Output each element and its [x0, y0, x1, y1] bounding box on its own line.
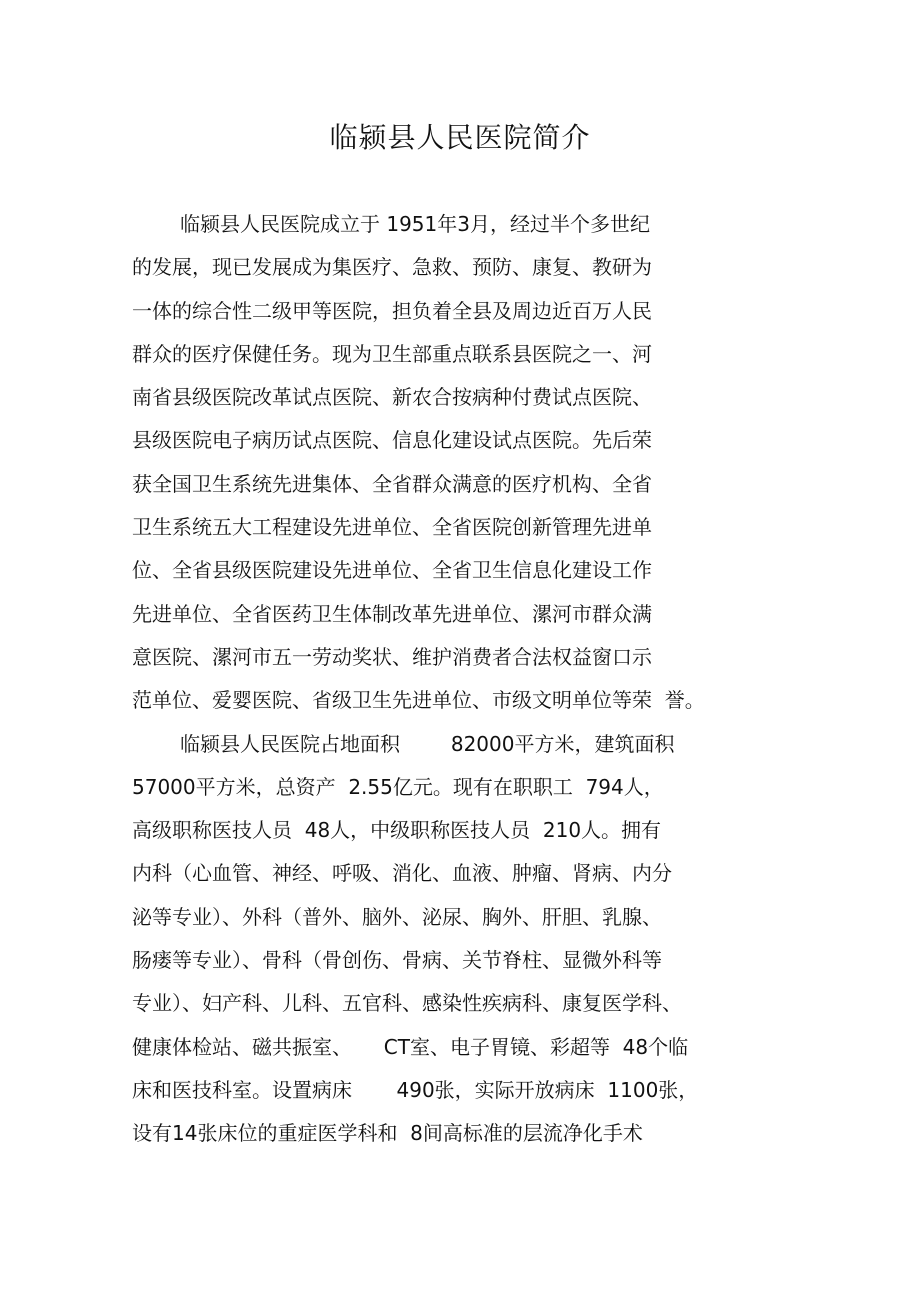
paragraph-line: 健康体检站、磁共振室、 CT室、电子胃镜、彩超等 48个临 — [132, 1034, 689, 1059]
paragraph-line: 床和医技科室。设置病床 490张，实际开放病床 1100张， — [132, 1077, 699, 1102]
paragraph-line: 范单位、爱婴医院、省级卫生先进单位、市级文明单位等荣 誉。 — [132, 688, 705, 713]
paragraph-line: 临颍县人民医院成立于 1951年3月，经过半个多世纪 — [180, 212, 650, 236]
paragraph-line: 泌等专业）、外科（普外、脑外、泌尿、胸外、肝胆、乳腺、 — [132, 904, 662, 929]
paragraph-line: 先进单位、全省医药卫生体制改革先进单位、漯河市群众满 — [132, 601, 652, 626]
paragraph-line: 57000平方米，总资产 2.55亿元。现有在职职工 794人， — [132, 774, 664, 799]
paragraph-line: 临颍县人民医院占地面积 82000平方米，建筑面积 — [180, 731, 675, 756]
paragraph-line: 群众的医疗保健任务。现为卫生部重点联系县医院之一、河 — [132, 341, 652, 366]
paragraph-line: 南省县级医院改革试点医院、新农合按病种付费试点医院、 — [132, 385, 652, 410]
paragraph-line: 一体的综合性二级甲等医院，担负着全县及周边近百万人民 — [132, 298, 652, 323]
paragraph-line: 专业）、妇产科、儿科、五官科、感染性疾病科、康复医学科、 — [132, 991, 682, 1016]
paragraph-line: 县级医院电子病历试点医院、信息化建设试点医院。先后荣 — [132, 428, 652, 453]
document-title: 临颍县人民医院简介 — [329, 121, 591, 154]
paragraph-line: 位、全省县级医院建设先进单位、全省卫生信息化建设工作 — [132, 558, 652, 583]
paragraph-line: 肠瘘等专业）、骨科（骨创伤、骨病、关节脊柱、显微外科等 — [132, 948, 662, 973]
paragraph-line: 设有14张床位的重症医学科和 8间高标准的层流净化手术 — [132, 1121, 643, 1146]
paragraph-line: 内科（心血管、神经、呼吸、消化、血液、肿瘤、肾病、内分 — [132, 861, 672, 886]
paragraph-line: 的发展，现已发展成为集医疗、急救、预防、康复、教研为 — [132, 255, 652, 280]
paragraph-line: 卫生系统五大工程建设先进单位、全省医院创新管理先进单 — [132, 515, 652, 540]
paragraph-line: 高级职称医技人员 48人，中级职称医技人员 210人。拥有 — [132, 818, 662, 843]
paragraph-line: 意医院、漯河市五一劳动奖状、维护消费者合法权益窗口示 — [132, 644, 652, 669]
paragraph-line: 获全国卫生系统先进集体、全省群众满意的医疗机构、全省 — [132, 471, 652, 496]
document-body — [132, 203, 772, 1156]
